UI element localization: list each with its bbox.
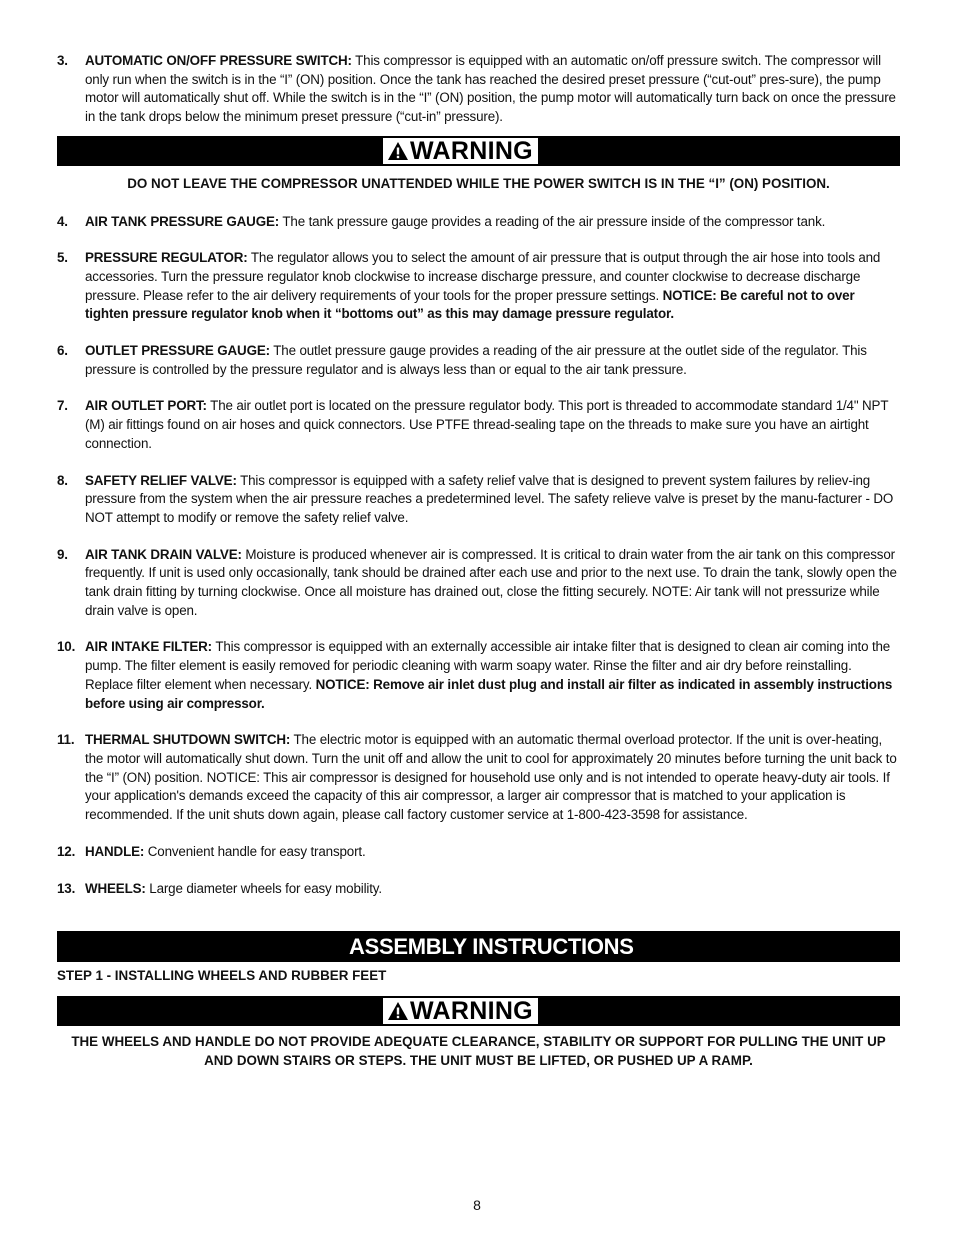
item-7 bbox=[57, 397, 900, 453]
warning-banner bbox=[57, 136, 900, 166]
section-title: ASSEMBLY INSTRUCTIONS bbox=[349, 934, 634, 960]
item-12 bbox=[57, 843, 900, 862]
item-text: The electric motor is equipped with an automatic thermal overload protector. If the unit is over-heating, the motor will automatically shut down. Turn the unit off and allow the unit to cool for approximately 20 minutes before turning the unit back to the “I” (ON) position. NOTICE: This air compressor is designed for household use only and is not intended to operate heavy-duty air tools. If your application's demands exceed the capacity of this air compressor, a larger air compressor that is matched to your application is recommended. If the unit shuts down again, please call factory customer service at 1-800-423-3598 for assistance. bbox=[85, 732, 897, 823]
item-text: Convenient handle for easy transport. bbox=[144, 843, 366, 859]
item-13 bbox=[57, 880, 900, 899]
item-number: 13. bbox=[57, 880, 76, 896]
item-title: AIR TANK PRESSURE GAUGE: bbox=[85, 213, 280, 229]
page-number: 8 bbox=[473, 1197, 481, 1213]
item-number: 3. bbox=[57, 53, 68, 68]
item-9 bbox=[57, 546, 900, 621]
item-text: The air outlet port is located on the pressure regulator body. This port is threaded to accommodate standard 1/4" NPT (M) air fittings found on air hoses and quick connectors. Use PTFE thread-sealing tape on the threads to make sure you have an airtight connection. bbox=[85, 398, 889, 451]
item-title: AIR INTAKE FILTER: bbox=[85, 639, 212, 655]
item-4 bbox=[57, 213, 900, 232]
item-number: 6. bbox=[57, 343, 68, 359]
item-title: OUTLET PRESSURE GAUGE: bbox=[85, 343, 270, 359]
item-number: 11. bbox=[57, 732, 75, 748]
item-title: AUTOMATIC ON/OFF PRESSURE SWITCH: bbox=[85, 53, 352, 68]
warning-label-box bbox=[383, 138, 538, 164]
warning-triangle-icon bbox=[387, 141, 409, 161]
item-number: 5. bbox=[57, 250, 68, 266]
warning-triangle-icon bbox=[387, 1001, 409, 1021]
item-text: This compressor is equipped with a safety relief valve that is designed to prevent system failures by reliev-ing pressure from the system when the air pressure reaches a predetermined level. The safety relieve valve is preset by the manu-facturer - DO NOT attempt to modify or remove the safety relief valve. bbox=[85, 472, 894, 525]
warning-label: WARNING bbox=[410, 136, 533, 165]
item-number: 9. bbox=[57, 546, 68, 562]
item-title: AIR OUTLET PORT: bbox=[85, 398, 207, 414]
item-text: This compressor is equipped with an automatic on/off pressure switch. The compressor will only run when the switch is in the “I” (ON) position. Once the tank has reached the desired preset pressure (“cut-out” pres-sure), the pump motor will automatically shut off. While the switch is in the “I” (ON) position, the pump motor will automatically turn back on once the pressure in the tank drops below the minimum preset pressure (“cut-in” pressure). bbox=[85, 53, 896, 125]
warning-banner-2 bbox=[57, 996, 900, 1026]
item-6 bbox=[57, 342, 900, 379]
item-text: The tank pressure gauge provides a reading of the air pressure inside of the compressor tank. bbox=[279, 213, 826, 229]
item-text: Large diameter wheels for easy mobility. bbox=[145, 880, 382, 896]
item-notice: NOTICE: Be careful not to over tighten pressure regulator knob when it “bottoms out” as this may damage pressure regulator. bbox=[85, 287, 855, 322]
item-10 bbox=[57, 638, 900, 713]
item-number: 12. bbox=[57, 843, 76, 859]
item-title: AIR TANK DRAIN VALVE: bbox=[85, 546, 242, 562]
manual-page bbox=[57, 52, 900, 1071]
item-text: Moisture is produced whenever air is compressed. It is critical to drain water from the air tank on this compressor frequently. If unit is used only occasionally, tank should be drained after each use and prior to the next use. To drain the tank, slowly open the tank drain fitting by turning clockwise. Once all moisture has drained out, close the fitting securely. NOTE: Air tank will not pressurize while drain valve is open. bbox=[85, 546, 897, 618]
item-number: 8. bbox=[57, 472, 68, 488]
item-text: The outlet pressure gauge provides a reading of the air pressure at the outlet side of the regulator. This pressure is controlled by the pressure regulator and is always less than or equal to the air tank pressure. bbox=[85, 343, 867, 377]
step-heading: STEP 1 - INSTALLING WHEELS AND RUBBER FEET bbox=[57, 968, 387, 984]
section-header bbox=[57, 931, 900, 962]
item-8 bbox=[57, 472, 900, 528]
item-number: 10. bbox=[57, 639, 76, 655]
item-title: PRESSURE REGULATOR: bbox=[85, 250, 248, 266]
item-11 bbox=[57, 731, 900, 825]
item-text: This compressor is equipped with an externally accessible air intake filter that is designed to clean air coming into the pump. The filter element is easily removed for periodic cleaning with warm soapy water. Rinse the filter and air dry before reinstalling. Replace filter element when necessary. bbox=[85, 639, 891, 692]
item-title: THERMAL SHUTDOWN SWITCH: bbox=[85, 732, 291, 748]
item-title: HANDLE: bbox=[85, 843, 145, 859]
warning-message-2: THE WHEELS AND HANDLE DO NOT PROVIDE ADEQUATE CLEARANCE, STABILITY OR SUPPORT FOR PULLING THE UNIT UP AND DOWN STAIRS OR STEPS. THE UNIT MUST BE LIFTED, OR PUSHED UP A RAMP. bbox=[71, 1034, 886, 1068]
item-number: 4. bbox=[57, 213, 68, 229]
item-number: 7. bbox=[57, 398, 68, 414]
item-title: WHEELS: bbox=[85, 880, 146, 896]
warning-label-box bbox=[383, 998, 538, 1024]
warning-label: WARNING bbox=[410, 997, 533, 1026]
warning-message: DO NOT LEAVE THE COMPRESSOR UNATTENDED WHILE THE POWER SWITCH IS IN THE “I” (ON) POSITION. bbox=[127, 175, 830, 191]
item-text: The regulator allows you to select the amount of air pressure that is output through the air hose into tools and accessories. Turn the pressure regulator knob clockwise to increase discharge pressure, and counter clockwise to decrease discharge pressure. Please refer to the air delivery requirements of your tools for the proper pressure settings. bbox=[85, 250, 881, 303]
item-5 bbox=[57, 249, 900, 324]
item-3 bbox=[57, 52, 900, 127]
item-title: SAFETY RELIEF VALVE: bbox=[85, 472, 237, 488]
item-notice: NOTICE: Remove air inlet dust plug and install air filter as indicated in assembly instructions before using air compressor. bbox=[85, 676, 893, 711]
